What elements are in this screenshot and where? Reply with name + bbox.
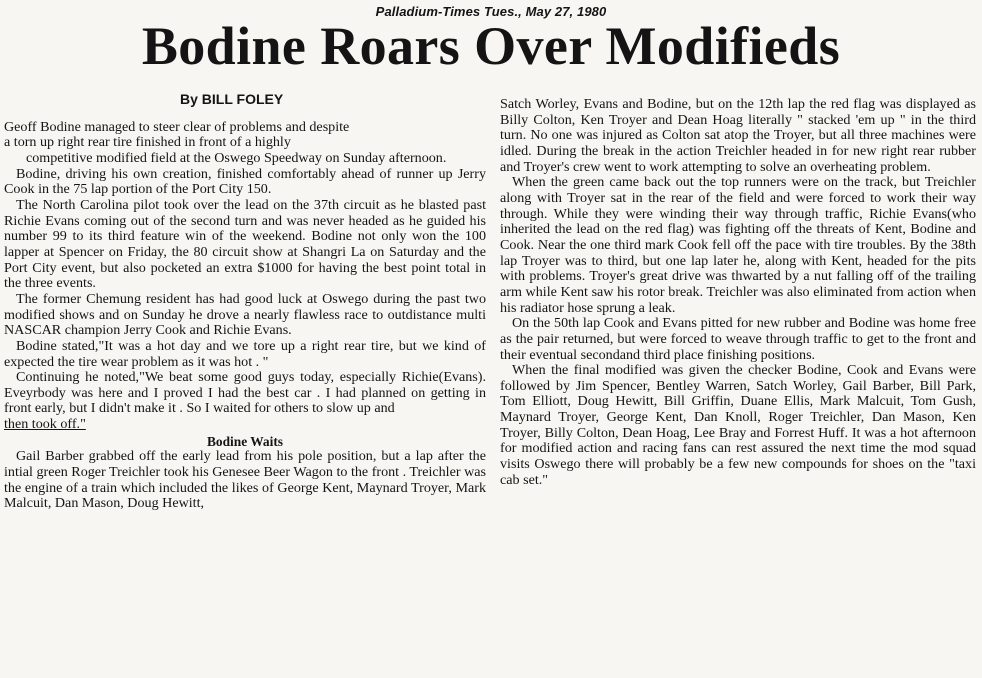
paragraph-line: Geoff Bodine managed to steer clear of problems and despite xyxy=(4,118,350,135)
headline: Bodine Roars Over Modifieds xyxy=(141,16,841,76)
article-paragraph xyxy=(4,120,486,167)
article-paragraph: When the green came back out the top runners were on the track, but Treichler along with Troyer sat in the rear of the field and were forced to work their way through. While they were winding their way through traffic, Richie Evans(who inherited the lead on the red flag) was fighting off the threats of Kent, Bodine and Cook. Near the one third mark Cook fell off the pace with tire troubles. By the 38th lap Troyer was to third, but one lap later he, along with Kent, headed for the pits with problems. Troyer's great drive was thwarted by a nut falling off of the trailing arm while Kent saw his rotor break. Treichler was also eliminated from action when his radiator hose sprung a leak. xyxy=(500,174,976,316)
paragraph-line: a torn up right rear tire finished in front of a highly xyxy=(4,134,291,151)
subheading: Bodine Waits xyxy=(206,433,284,449)
paragraph-line: competitive modified field at the Oswego Speedway on Sunday afternoon. xyxy=(26,149,447,166)
article-column-left xyxy=(4,92,486,512)
article-paragraph-end xyxy=(4,417,486,433)
article-paragraph: Bodine, driving his own creation, finished comfortably ahead of runner up Jerry Cook in the 75 lap portion of the Port City 150. xyxy=(4,165,486,198)
article-paragraph: Continuing he noted,"We beat some good guys today, especially Richie(Evans). Eveyrbody was here and I proved I had the best car . I had planned on getting in front early, but I didn't make it . So I waited for others to slow up and xyxy=(4,369,486,417)
byline: By BILL FOLEY xyxy=(180,91,284,107)
article-paragraph: The North Carolina pilot took over the lead on the 37th circuit as he blasted past Richie Evans coming out of the second turn and was never headed as he guided his number 99 to its third feature win of the weekend. Bodine not only won the 100 lapper at Spencer on Friday, the 80 circuit show at Shangri La on Saturday and the Port City event, but also pocketed an extra $1000 for having the best point total in the three events. xyxy=(4,196,486,292)
article-paragraph: On the 50th lap Cook and Evans pitted for new rubber and Bodine was home free as the pair returned, but were forced to weave through traffic to get to the front and their eventual secondand third place finishing positions. xyxy=(500,315,976,363)
underlined-text: then took off." xyxy=(4,416,86,433)
article-paragraph: Bodine stated,"It was a hot day and we tore up a right rear tire, but we kind of expected the tire wear problem as it was hot . " xyxy=(4,337,486,370)
article-paragraph: The former Chemung resident has had good luck at Oswego during the past two modified shows and on Sunday he drove a nearly flawless race to outdistance multi NASCAR champion Jerry Cook and Richie Evans. xyxy=(4,290,486,339)
article-paragraph: Satch Worley, Evans and Bodine, but on the 12th lap the red flag was displayed as Billy Colton, Ken Troyer and Dean Hoag literally " stacked 'em up " in the third turn. No one was injured as Colton sat atop the Troyer, but all three machines were idled. During the break in the action Treichler headed in for new right rear rubber and Troyer's crew went to work attempting to solve an overheating problem. xyxy=(500,96,976,175)
article-paragraph: When the final modified was given the checker Bodine, Cook and Evans were followed by Jim Spencer, Bentley Warren, Satch Worley, Gail Barber, Bill Park, Tom Elliott, Doug Hewitt, Bill Griffin, Duane Ellis, Mark Malcuit, Tom Gush, Maynard Troyer, George Kent, Dan Knoll, Roger Treichler, Dan Mason, Ken Troyer, Billy Colton, Dean Hoag, Lee Bray and Forrest Huff. It was a hot afternoon for modified action and racing fans can rest assured the next time the mod squad visits Oswego there will probably be a few new compounds for shoes on the "taxi cab set." xyxy=(500,362,976,488)
dateline: Palladium-Times Tues., May 27, 1980 xyxy=(375,4,607,19)
article-column-right xyxy=(500,97,976,488)
article-paragraph: Gail Barber grabbed off the early lead from his pole position, but a lap after the intial green Roger Treichler took his Genesee Beer Wagon to the front . Treichler was the engine of a train which included the likes of George Kent, Maynard Troyer, Mark Malcuit, Dan Mason, Doug Hewitt, xyxy=(4,448,486,512)
